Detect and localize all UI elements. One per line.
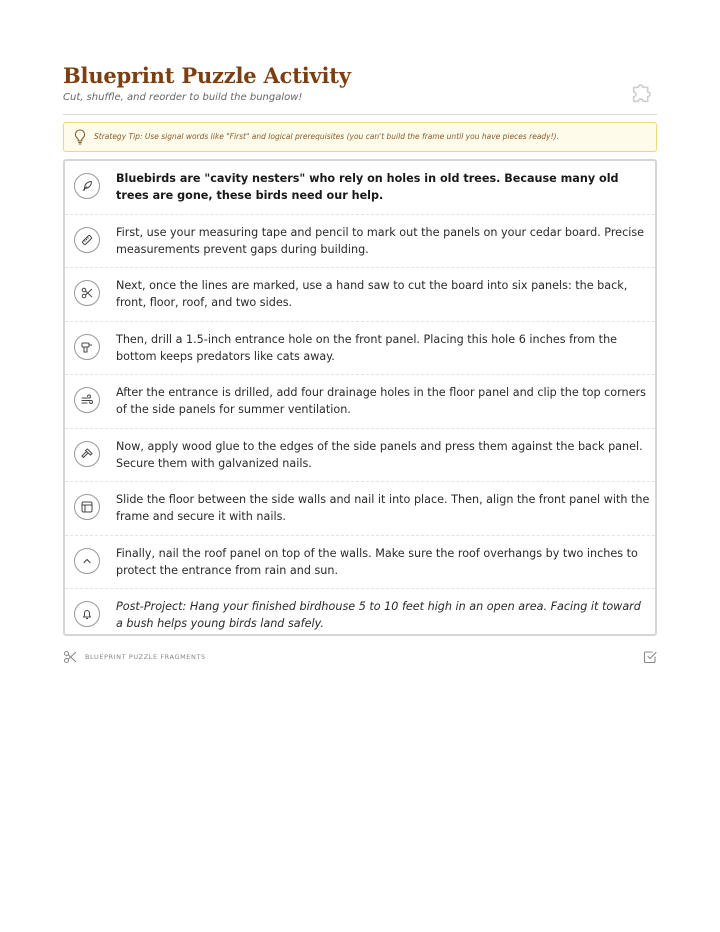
checkbox-icon[interactable] xyxy=(643,650,657,664)
lightbulb-icon xyxy=(74,129,86,145)
hammer-icon xyxy=(81,448,93,460)
step-text: Post-Project: Hang your finished birdhouse 5 to 10 feet high in an open area. Facing it toward a bush helps young birds land safely. xyxy=(116,600,641,630)
bell-icon xyxy=(81,608,93,620)
footer-label: BLUEPRINT PUZZLE FRAGMENTS xyxy=(85,653,206,661)
list-item[interactable] xyxy=(65,322,655,376)
ruler-icon xyxy=(81,234,93,246)
step-list xyxy=(63,159,657,636)
list-item[interactable] xyxy=(65,375,655,429)
list-item[interactable] xyxy=(65,589,655,642)
step-text: Bluebirds are "cavity nesters" who rely on holes in old trees. Because many old trees are gone, these birds need our help. xyxy=(116,172,619,202)
list-item[interactable] xyxy=(65,161,655,215)
step-text: First, use your measuring tape and pencil to mark out the panels on your cedar board. Precise measurements prevent gaps during building. xyxy=(116,225,645,256)
header xyxy=(63,0,657,115)
scissors-icon xyxy=(81,287,93,299)
page-title: Blueprint Puzzle Activity xyxy=(63,63,351,88)
list-item[interactable] xyxy=(65,536,655,590)
step-text: Slide the floor between the side walls and nail it into place. Then, align the front panel with the frame and secure it with nails. xyxy=(116,493,650,523)
feather-icon xyxy=(81,180,93,192)
wind-icon xyxy=(81,394,93,406)
scissors-icon xyxy=(63,650,77,664)
step-text: After the entrance is drilled, add four drainage holes in the floor panel and clip the top corners of the side panels for summer ventilation. xyxy=(116,386,646,416)
step-text: Finally, nail the roof panel on top of the walls. Make sure the roof overhangs by two inches to protect the entrance from rain and sun. xyxy=(116,546,638,577)
step-text: Next, once the lines are marked, use a hand saw to cut the board into six panels: the back, front, floor, roof, and two sides. xyxy=(116,279,628,309)
layout-icon xyxy=(81,501,93,513)
strategy-tip-text: Strategy Tip: Use signal words like "First" and logical prerequisites (you can't build the frame until you have pieces ready!). xyxy=(94,132,559,141)
drill-icon xyxy=(81,341,93,353)
list-item[interactable] xyxy=(65,482,655,536)
list-item[interactable] xyxy=(65,429,655,483)
list-item[interactable] xyxy=(65,268,655,322)
puzzle-piece-icon xyxy=(629,78,657,106)
worksheet-page xyxy=(63,0,657,661)
chevron-up-icon xyxy=(81,555,93,567)
step-text: Then, drill a 1.5-inch entrance hole on the front panel. Placing this hole 6 inches from the bottom keeps predators like cats away. xyxy=(116,332,618,363)
strategy-tip xyxy=(63,122,657,152)
page-subtitle: Cut, shuffle, and reorder to build the bungalow! xyxy=(63,92,303,103)
list-item[interactable] xyxy=(65,215,655,269)
footer xyxy=(63,648,657,666)
step-text: Now, apply wood glue to the edges of the side panels and press them against the back panel. Secure them with galvanized nails. xyxy=(116,439,643,470)
